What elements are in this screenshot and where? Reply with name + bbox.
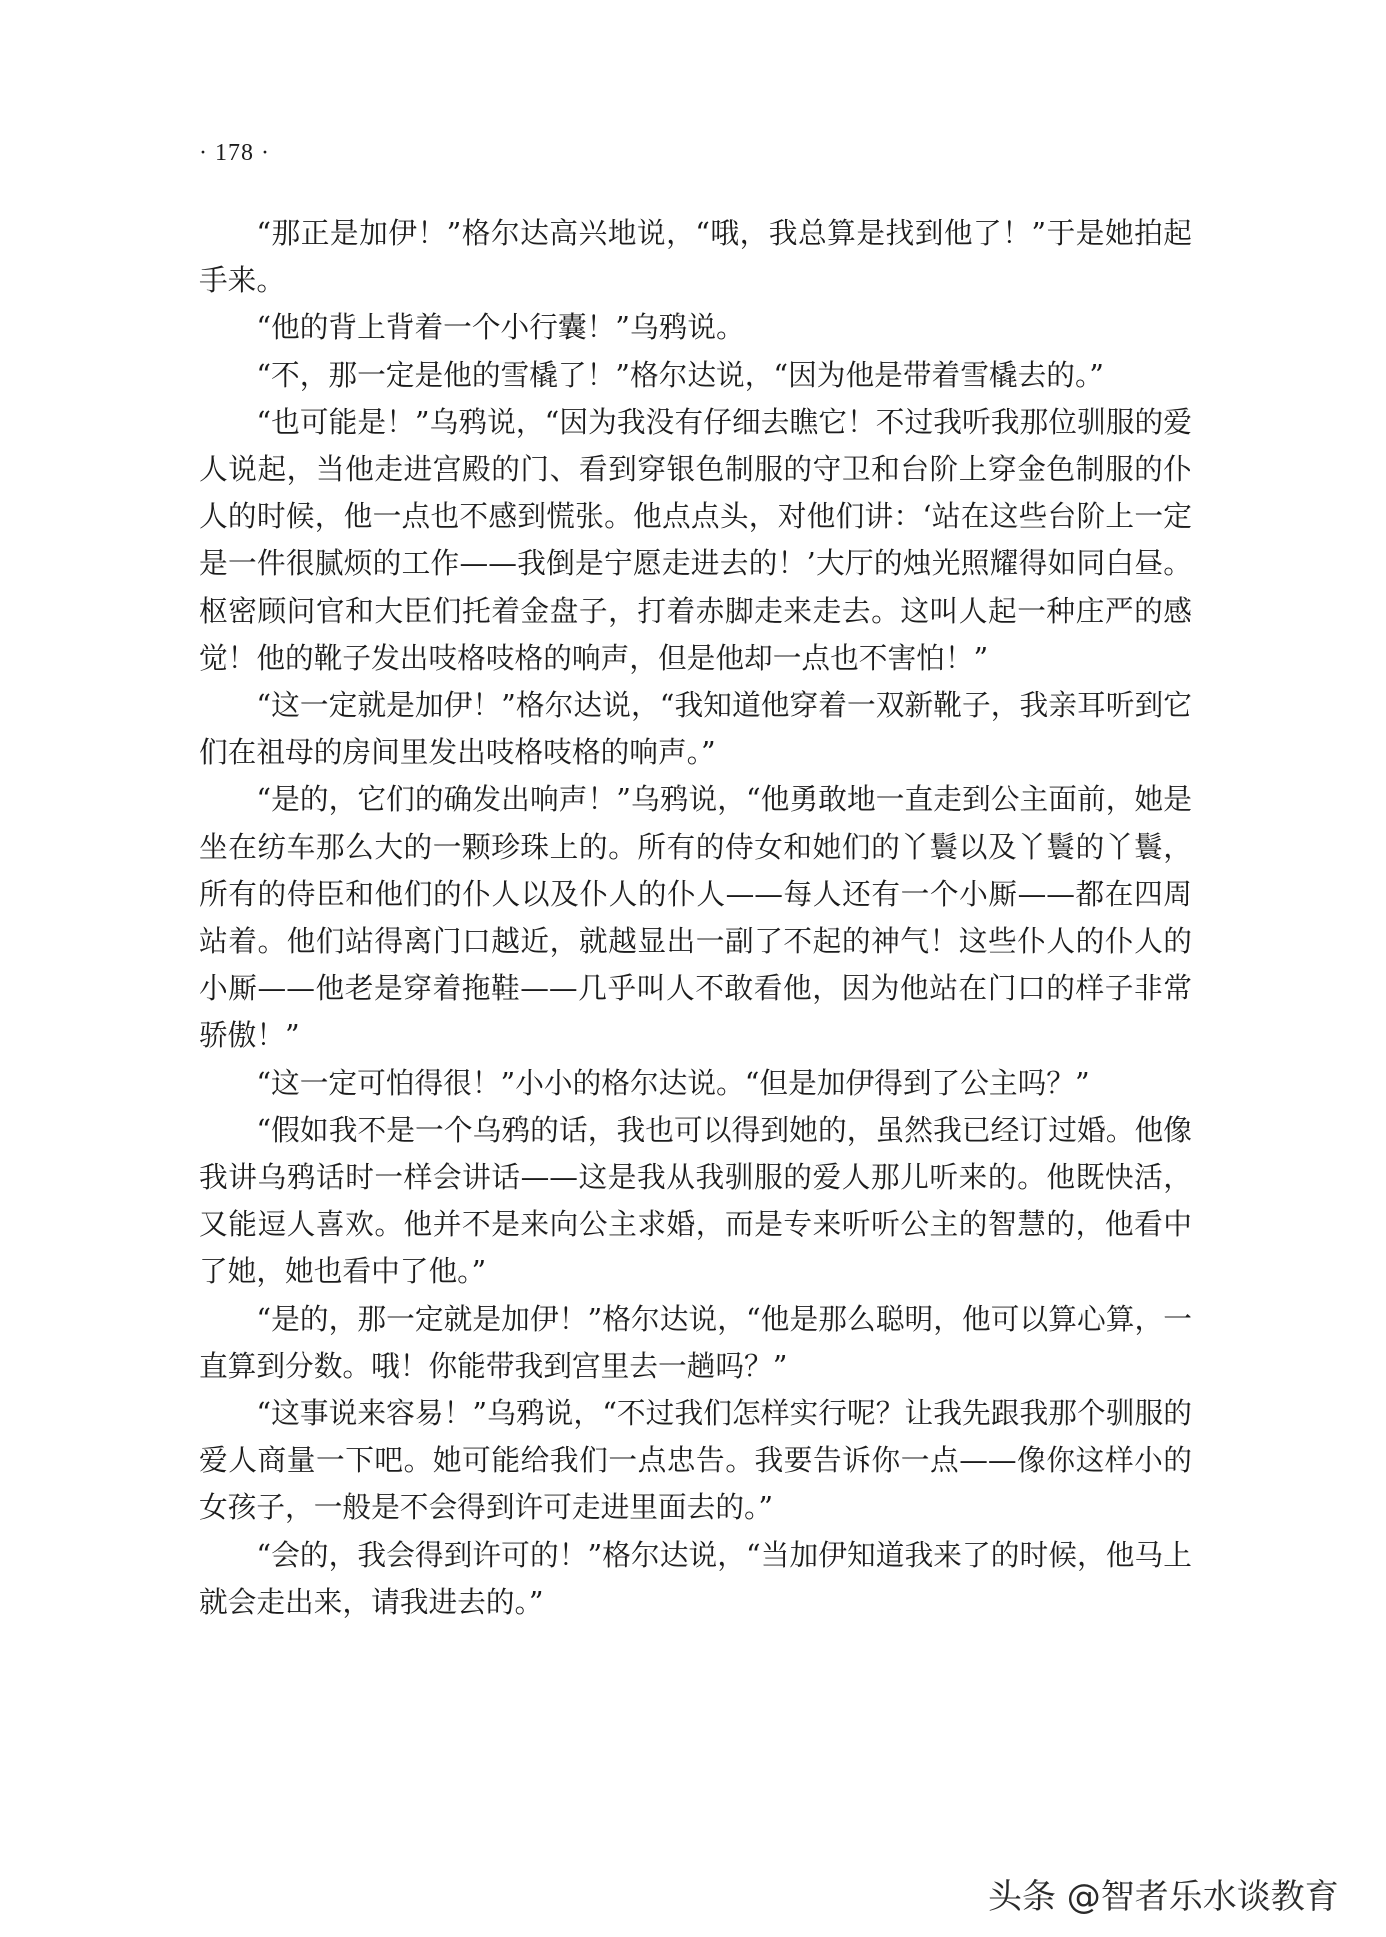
paragraph: “这一定可怕得很！”小小的格尔达说。“但是加伊得到了公主吗？” — [256, 1065, 1090, 1100]
paragraph: “这一定就是加伊！”格尔达说，“我知道他穿着一双新靴子，我亲耳听到它们在祖母的房间里发出吱格吱格的响声。” — [199, 688, 1192, 770]
paragraph: “假如我不是一个乌鸦的话，我也可以得到她的，虽然我已经订过婚。他像我讲乌鸦话时一样会讲话——这是我从我驯服的爱人那儿听来的。他既快活，又能逗人喜欢。他并不是来向公主求婚，而是专来听听公主的智慧的，他看中了她，她也看中了他。” — [199, 1112, 1192, 1289]
paragraph: “是的，它们的确发出响声！”乌鸦说，“他勇敢地一直走到公主面前，她是坐在纺车那么大的一颗珍珠上的。所有的侍女和她们的丫鬟以及丫鬟的丫鬟，所有的侍臣和他们的仆人以及仆人的仆人——每人还有一个小厮——都在四周站着。他们站得离门口越近，就越显出一副了不起的神气！这些仆人的仆人的小厮——他老是穿着拖鞋——几乎叫人不敢看他，因为他站在门口的样子非常骄傲！” — [199, 782, 1192, 1053]
paragraph: “会的，我会得到许可的！”格尔达说，“当加伊知道我来了的时候，他马上就会走出来，请我进去的。” — [199, 1537, 1192, 1619]
paragraph: “这事说来容易！”乌鸦说，“不过我们怎样实行呢？让我先跟我那个驯服的爱人商量一下吧。她可能给我们一点忠告。我要告诉你一点——像你这样小的女孩子，一般是不会得到许可走进里面去的。” — [199, 1396, 1192, 1525]
paragraph: “是的，那一定就是加伊！”格尔达说，“他是那么聪明，他可以算心算，一直算到分数。哦！你能带我到宫里去一趟吗？” — [199, 1301, 1192, 1383]
watermark: 头条 @智者乐水谈教育 — [988, 1877, 1339, 1917]
paragraph: “也可能是！”乌鸦说，“因为我没有仔细去瞧它！不过我听我那位驯服的爱人说起，当他走进宫殿的门、看到穿银色制服的守卫和台阶上穿金色制服的仆人的时候，他一点也不感到慌张。他点点头，对他们讲：‘站在这些台阶上一定是一件很腻烦的工作——我倒是宁愿走进去的！’大厅的烛光照耀得如同白昼。枢密顾问官和大臣们托着金盘子，打着赤脚走来走去。这叫人起一种庄严的感觉！他的靴子发出吱格吱格的响声，但是他却一点也不害怕！” — [199, 404, 1192, 675]
page-number: · 178 · — [199, 140, 270, 166]
body-text — [199, 210, 1192, 1626]
paragraph: “他的背上背着一个小行囊！”乌鸦说。 — [256, 310, 745, 345]
paragraph: “不，那一定是他的雪橇了！”格尔达说，“因为他是带着雪橇去的。” — [256, 357, 1104, 392]
paragraph: “那正是加伊！”格尔达高兴地说，“哦，我总算是找到他了！”于是她拍起手来。 — [199, 216, 1192, 298]
